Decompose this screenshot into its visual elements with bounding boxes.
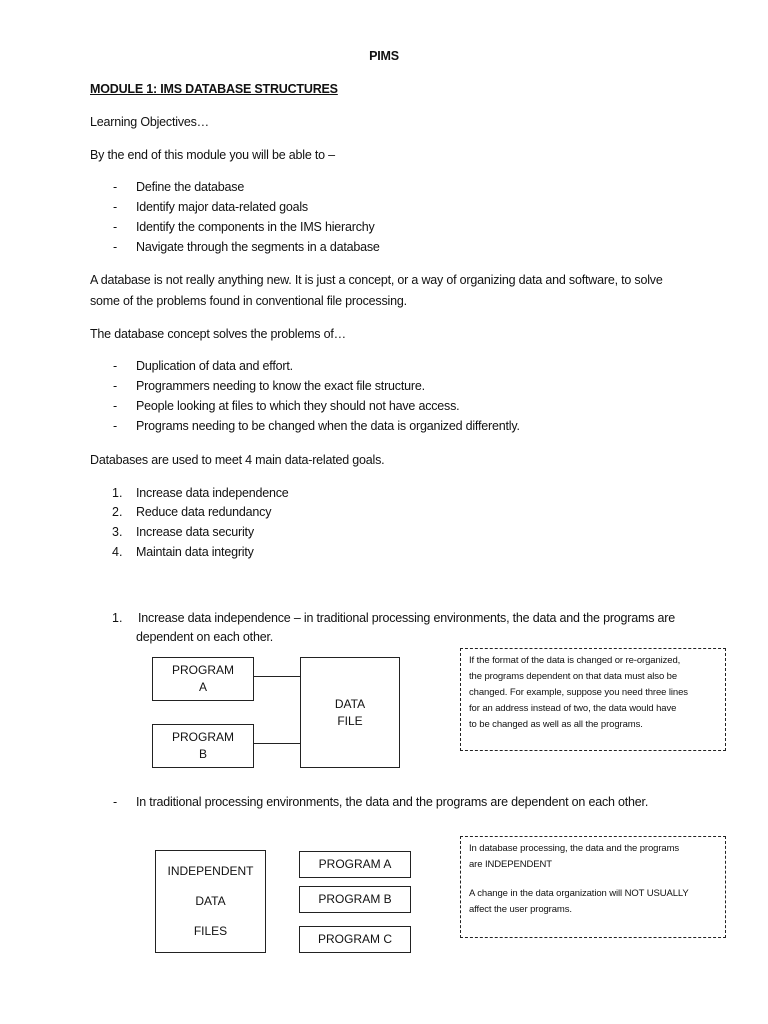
goal-item: Reduce data redundancy <box>136 505 272 519</box>
problems-intro: The database concept solves the problems of… <box>90 327 346 341</box>
program-a-box <box>299 851 411 878</box>
paragraph-line: some of the problems found in conventional file processing. <box>90 294 407 308</box>
problem-item: Programs needing to be changed when the data is organized differently. <box>136 419 520 433</box>
connector-line <box>254 743 300 744</box>
objectives-intro: By the end of this module you will be able to – <box>90 148 335 162</box>
bullet-dash: - <box>113 359 118 373</box>
bullet-dash: - <box>113 200 118 214</box>
program-b-box <box>299 886 411 913</box>
connector-line <box>254 676 300 677</box>
box-label: PROGRAM C <box>317 932 392 946</box>
document-title: PIMS <box>369 49 399 63</box>
goal-item: Increase data security <box>136 525 254 539</box>
bullet-dash: - <box>113 379 118 393</box>
traditional-bullet-text: In traditional processing environments, the data and the programs are dependent on each other. <box>136 795 649 809</box>
box-label: PROGRAM B <box>318 892 392 906</box>
bullet-dash: - <box>113 399 118 413</box>
goal-number: 2. <box>112 505 123 519</box>
goal-item: Increase data independence <box>136 486 289 500</box>
goal-number: 1. <box>112 486 123 500</box>
program-a-box <box>152 657 254 701</box>
section-text-line: dependent on each other. <box>136 630 273 644</box>
box-label: FILE <box>337 713 363 728</box>
note-line: the programs dependent on that data must also be <box>469 671 678 682</box>
goal-number: 3. <box>112 525 123 539</box>
objective-item: Identify the components in the IMS hierarchy <box>136 220 375 234</box>
section-text-line: Increase data independence – in traditional processing environments, the data and the programs are <box>138 611 676 625</box>
box-label: PROGRAM A <box>318 857 392 871</box>
problem-item: Programmers needing to know the exact file structure. <box>136 379 425 393</box>
note-spacer <box>469 873 717 886</box>
note-line: A change in the data organization will NOT USUALLY <box>469 888 689 899</box>
bullet-dash: - <box>113 795 118 809</box>
dependency-note <box>460 648 726 751</box>
independence-note <box>460 836 726 938</box>
objective-item: Identify major data-related goals <box>136 200 308 214</box>
bullet-dash: - <box>113 220 118 234</box>
program-c-box <box>299 926 411 953</box>
goals-intro: Databases are used to meet 4 main data-related goals. <box>90 453 385 467</box>
bullet-dash: - <box>113 419 118 433</box>
bullet-dash: - <box>113 180 118 194</box>
problem-item: Duplication of data and effort. <box>136 359 293 373</box>
box-label: B <box>198 747 207 761</box>
learning-objectives-label: Learning Objectives… <box>90 115 209 129</box>
box-label: FILES <box>193 923 228 938</box>
program-b-box <box>152 724 254 768</box>
box-label: PROGRAM <box>171 730 234 744</box>
box-label: DATA <box>195 893 226 908</box>
box-label: INDEPENDENT <box>167 864 254 879</box>
note-line: for an address instead of two, the data would have <box>469 703 677 714</box>
box-label: PROGRAM <box>171 663 234 677</box>
module-heading: MODULE 1: IMS DATABASE STRUCTURES <box>90 82 338 96</box>
note-line: to be changed as well as all the programs. <box>469 719 643 730</box>
data-file-box <box>300 657 400 768</box>
note-line: If the format of the data is changed or re-organized, <box>469 655 681 666</box>
note-line: In database processing, the data and the programs <box>469 843 680 854</box>
box-label: A <box>198 680 207 694</box>
bullet-dash: - <box>113 240 118 254</box>
goal-item: Maintain data integrity <box>136 545 254 559</box>
paragraph-line: A database is not really anything new. It is just a concept, or a way of organizing data and software, to solve <box>90 273 663 287</box>
box-label: DATA <box>334 696 366 711</box>
problem-item: People looking at files to which they should not have access. <box>136 399 460 413</box>
note-line: are INDEPENDENT <box>469 859 552 870</box>
goal-number: 4. <box>112 545 123 559</box>
note-line: affect the user programs. <box>469 904 572 915</box>
independent-data-files-box <box>155 850 266 953</box>
objective-item: Define the database <box>136 180 245 194</box>
section-number: 1. <box>112 611 123 625</box>
objective-item: Navigate through the segments in a database <box>136 240 380 254</box>
note-line: changed. For example, suppose you need three lines <box>469 687 688 698</box>
